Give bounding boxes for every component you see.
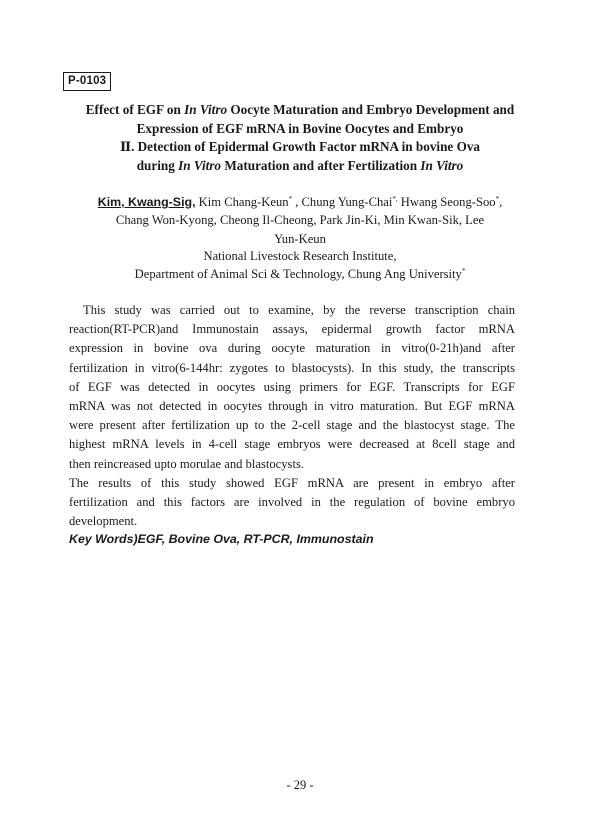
- abstract-line: then reincreased upto morulae and blastocysts.: [69, 456, 305, 471]
- abstract-line: expression in bovine ova during oocyte maturation in vitro(0-21h)and after: [69, 341, 515, 356]
- page-number: - 29 -: [286, 778, 314, 792]
- affiliation-line-2: Department of Animal Sci & Technology, Chung Ang University*: [134, 267, 466, 282]
- title-line-4: during In Vitro Maturation and after Fertilization In Vitro: [136, 157, 464, 173]
- affiliation-line-1: National Livestock Research Institute,: [203, 249, 397, 263]
- first-author: Kim, Kwang-Sig,: [97, 195, 196, 209]
- author-line-2: Chang Won-Kyong, Cheong Il-Cheong, Park Jin-Ki, Min Kwan-Sik, Lee: [115, 213, 485, 228]
- author-line-1: Kim, Kwang-Sig, Kim Chang-Keun* , Chung Yung-Chai*, Hwang Seong-Soo*,: [97, 195, 503, 209]
- abstract-line: were present after fertilization up to the 2-cell stage and the blastocyst stage. The: [69, 418, 515, 433]
- key-words: Key Words)EGF, Bovine Ova, RT-PCR, Immunostain: [69, 532, 374, 546]
- abstract-line: highest mRNA levels in 4-cell stage embryos were decreased at 8cell stage and: [69, 437, 515, 452]
- abstract-line: This study was carried out to examine, by the reverse transcription chain: [83, 303, 515, 317]
- author-line-3: Yun-Keun: [274, 231, 326, 246]
- title-line-2: Expression of EGF mRNA in Bovine Oocytes and Embryo: [136, 120, 464, 136]
- abstract-line: mRNA was not detected in oocytes through in vitro maturation. But EGF mRNA: [69, 399, 515, 414]
- abstract-line: development.: [69, 514, 138, 529]
- paper-title: [40, 101, 560, 175]
- abstract-line: fertilization in vitro(6-144hr: zygotes to blastocysts). In this study, the transcripts: [69, 360, 515, 375]
- affiliation: [40, 247, 560, 283]
- abstract-body: [69, 301, 515, 531]
- poster-id-badge: P-0103: [63, 72, 111, 91]
- abstract-line: The results of this study showed EGF mRNA are present in embryo after: [69, 475, 515, 490]
- abstract-line: of EGF was detected in oocytes using primers for EGF. Transcripts for EGF: [69, 379, 515, 394]
- abstract-line: reaction(RT-PCR)and Immunostain assays, epidermal growth factor mRNA: [69, 322, 515, 337]
- title-line-3: Ⅱ. Detection of Epidermal Growth Factor mRNA in bovine Ova: [119, 139, 481, 154]
- abstract-line: fertilization and this factors are involved in the regulation of bovine embryo: [69, 495, 515, 510]
- author-list: [40, 193, 560, 248]
- title-line-1: Effect of EGF on In Vitro Oocyte Maturation and Embryo Development and: [85, 102, 515, 117]
